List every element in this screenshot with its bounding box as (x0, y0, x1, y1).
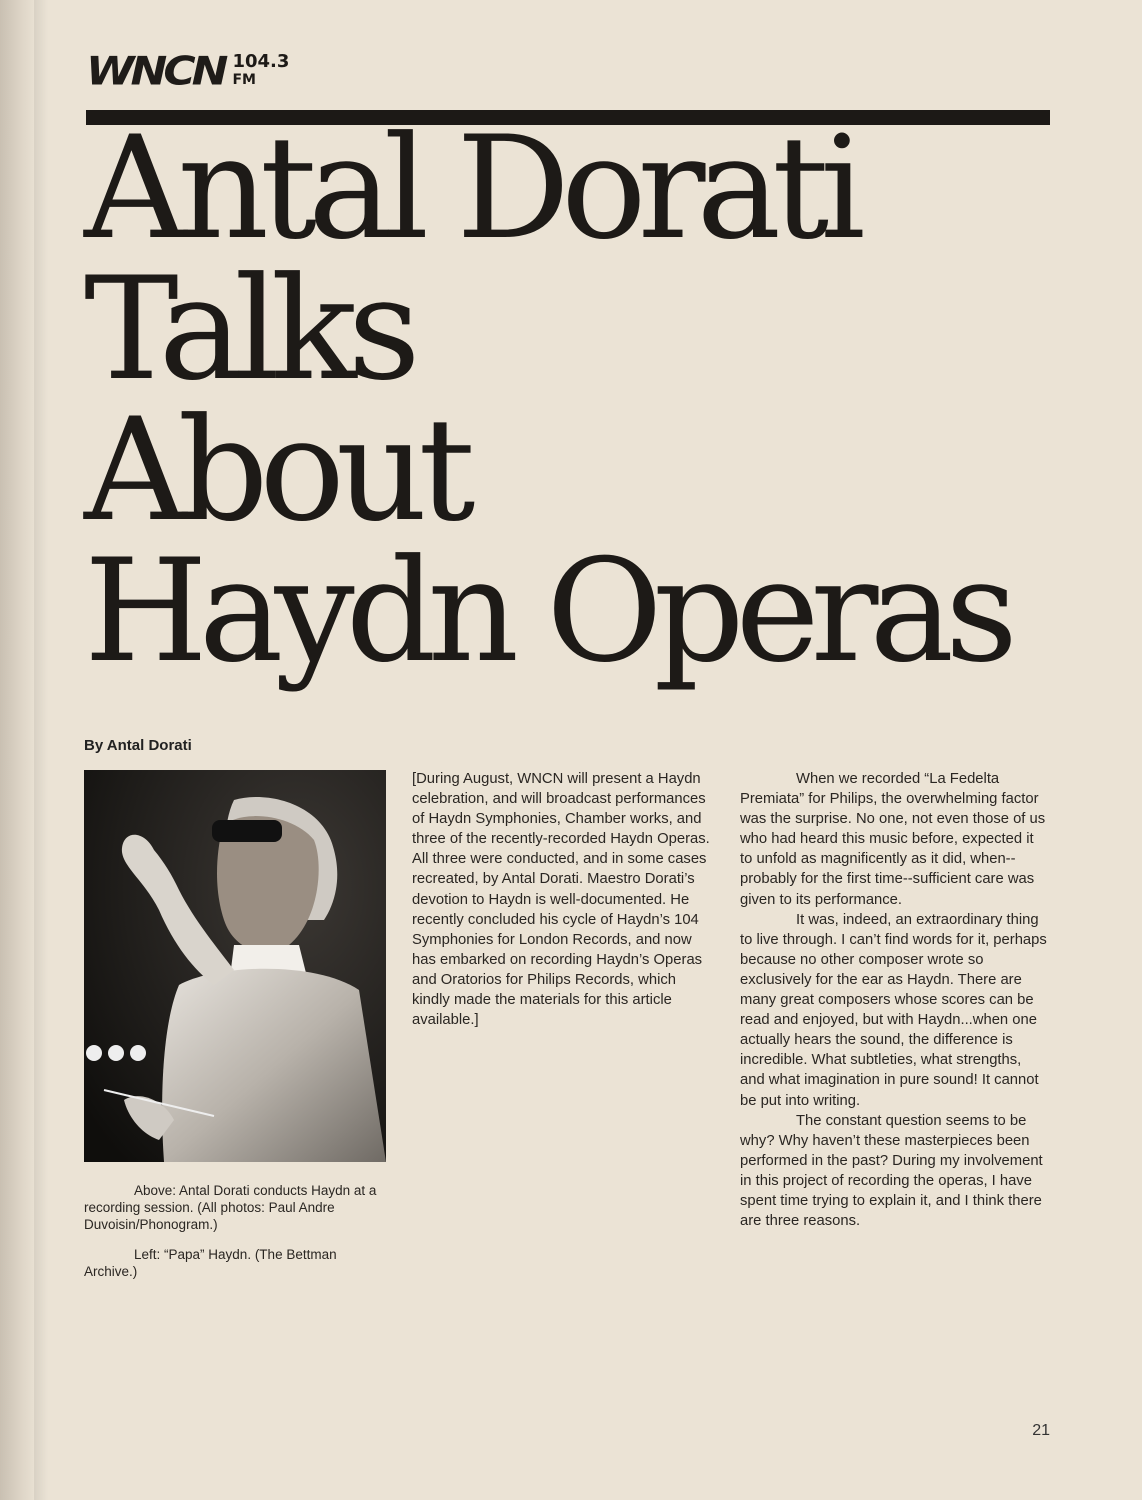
byline: By Antal Dorati (84, 737, 192, 754)
frequency-band: FM (232, 72, 256, 88)
station-logo (86, 48, 290, 98)
caption-left: Left: “Papa” Haydn. (The Bettman Archive.) (84, 1247, 337, 1279)
headline-line-4: Haydn Operas (84, 529, 1009, 694)
body-paragraph-2: It was, indeed, an extraordinary thing to live through. I can’t find words for it, perhaps because no other composer wrote so exclusively for the ear as Haydn. There are many great composers whose scores can be read and enjoyed, but with Haydn...when one actually hears the sound, the difference is incredible. What subtleties, what strengths, and what imagination in pure sound! It cannot be put into writing. (740, 911, 1047, 1109)
intro-column (412, 769, 712, 1030)
spine-shadow (34, 0, 48, 1500)
body-paragraph-3: The constant question seems to be why? Why haven’t these masterpieces been performed in the past? During my involvement in this project of recording the operas, I have spent time trying to explain it, and I think there are three reasons. (740, 1112, 1043, 1230)
body-paragraph-1: When we recorded “La Fedelta Premiata” for Philips, the overwhelming factor was the surprise. No one, not even those of us who had heard this music before, expected it to unfold as magnificently as it did, when--probably for the first time--sufficient care was given to its performance. (740, 771, 1046, 908)
headline-line-3: About (84, 388, 467, 553)
frequency-number: 104.3 (232, 51, 290, 72)
conductor-photo (84, 770, 386, 1162)
body-column (740, 769, 1050, 1231)
caption-above: Above: Antal Dorati conducts Haydn at a recording session. (All photos: Paul Andre Duvoisin/Phonogram.) (84, 1183, 377, 1232)
page-number: 21 (1032, 1422, 1050, 1439)
headline-line-1: Antal Dorati (84, 106, 857, 271)
conductor-illustration (84, 770, 386, 1162)
intro-paragraph: [During August, WNCN will present a Haydn celebration, and will broadcast performances of Haydn Symphonies, Chamber works, and three of the recently-recorded Haydn Operas. All three were conducted, and in some cases recreated, by Antal Dorati. Maestro Dorati’s devotion to Haydn is well-documented. He recently concluded his cycle of Haydn’s 104 Symphonies for London Records, and now has embarked on recording Haydn’s Operas and Oratorios for Philips Records, which kindly made the materials for this article available.] (412, 771, 710, 1029)
page-spine (0, 0, 34, 1500)
logo-wordmark: WNCN (86, 48, 225, 95)
article-headline (84, 106, 1084, 694)
photo-caption (84, 1182, 384, 1293)
logo-frequency (232, 52, 289, 88)
headline-line-2: Talks (84, 247, 412, 412)
